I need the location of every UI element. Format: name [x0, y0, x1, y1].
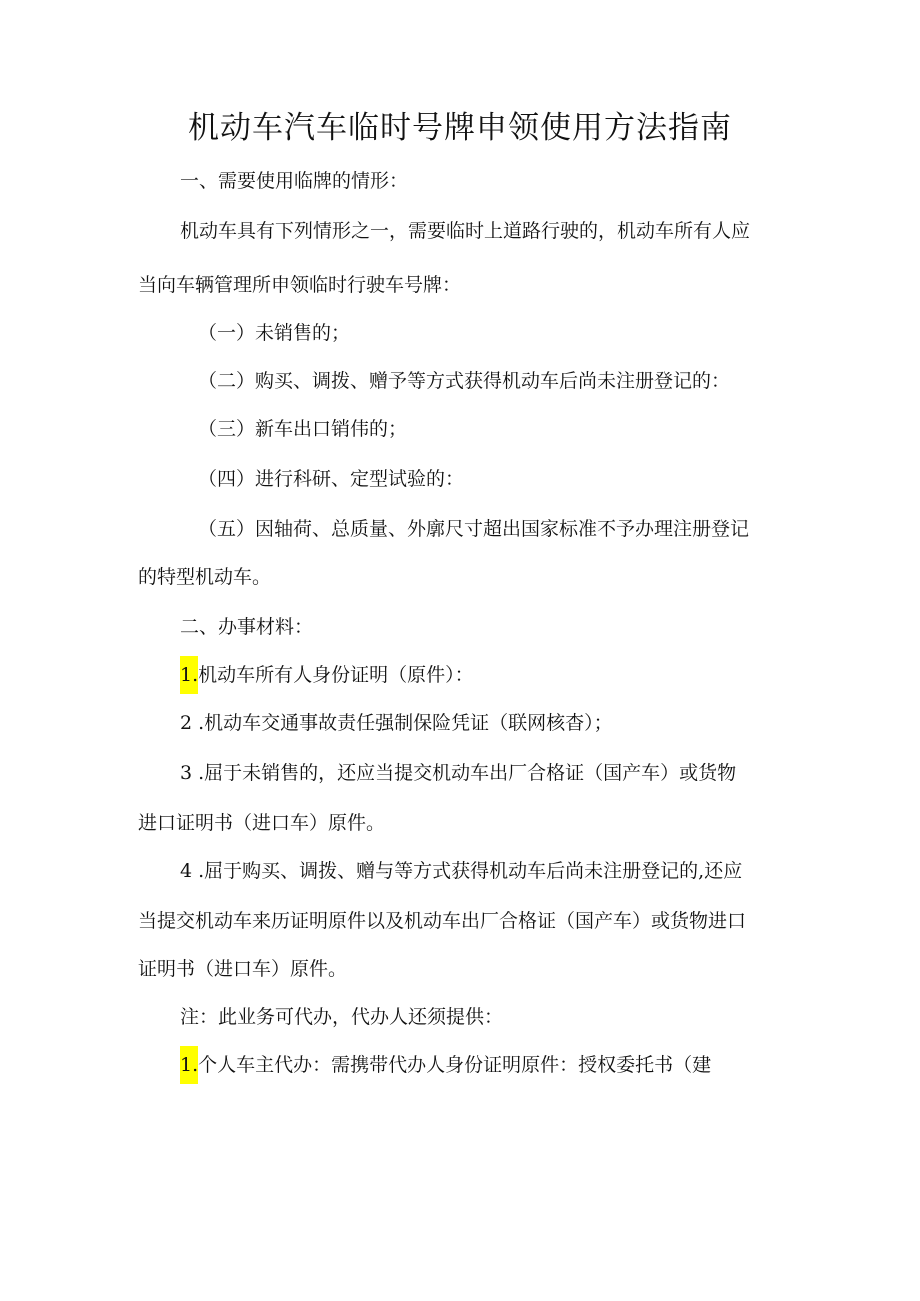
section1-item-3: （三）新车出口销伟的；: [198, 418, 408, 440]
section1-item-5: （五）因轴荷、总质量、外廓尺寸超出国家标准不予办理注册登记: [198, 518, 750, 540]
note-item-1-text: 个人车主代办：需携带代办人身份证明原件：授权委托书（建: [198, 1054, 712, 1076]
section1-intro-line1: 机动车具有下列情形之一，需要临时上道路行驶的，机动车所有人应: [180, 220, 751, 242]
section1-item-5-cont: 的特型机动车。: [138, 566, 272, 588]
section1-item-1: （一）未销售的；: [198, 322, 351, 344]
section2-item-4-line3: 证明书（进口车）原件。: [138, 958, 348, 980]
note-item-1: [180, 1050, 711, 1080]
section2-item-4-line1: 4 .屈于购买、调拨、赠与等方式获得机动车后尚未注册登记的,还应: [180, 860, 743, 882]
section2-heading: 二、办事材料：: [180, 616, 314, 638]
section1-item-4: （四）进行科研、定型试验的：: [198, 468, 465, 490]
section2-item-4-line2: 当提交机动车来历证明原件以及机动车出厂合格证（国产车）或货物进口: [138, 910, 747, 932]
section2-item-3-line2: 进口证明书（进口车）原件。: [138, 812, 386, 834]
highlighted-number: 1.: [180, 656, 198, 694]
section2-item-1: [180, 660, 474, 690]
document-title: 机动车汽车临时号牌申领使用方法指南: [188, 110, 732, 146]
highlighted-number: 1.: [180, 1046, 198, 1084]
section2-item-1-text: 机动车所有人身份证明（原件）：: [198, 664, 474, 686]
section1-heading: 一、需要使用临牌的情形：: [180, 170, 409, 192]
note-heading: 注：此业务可代办，代办人还须提供：: [180, 1006, 504, 1028]
section2-item-3-line1: 3 .屈于未销售的，还应当提交机动车出厂合格证（国产车）或货物: [180, 762, 737, 784]
section1-intro-line2: 当向车辆管理所申领临时行驶车号牌：: [138, 274, 462, 296]
section2-item-2: 2 .机动车交通事故责任强制保险凭证（联网核杳）；: [180, 712, 613, 734]
section1-item-2: （二）购买、调拨、赠予等方式获得机动车后尚未注册登记的：: [198, 370, 731, 392]
